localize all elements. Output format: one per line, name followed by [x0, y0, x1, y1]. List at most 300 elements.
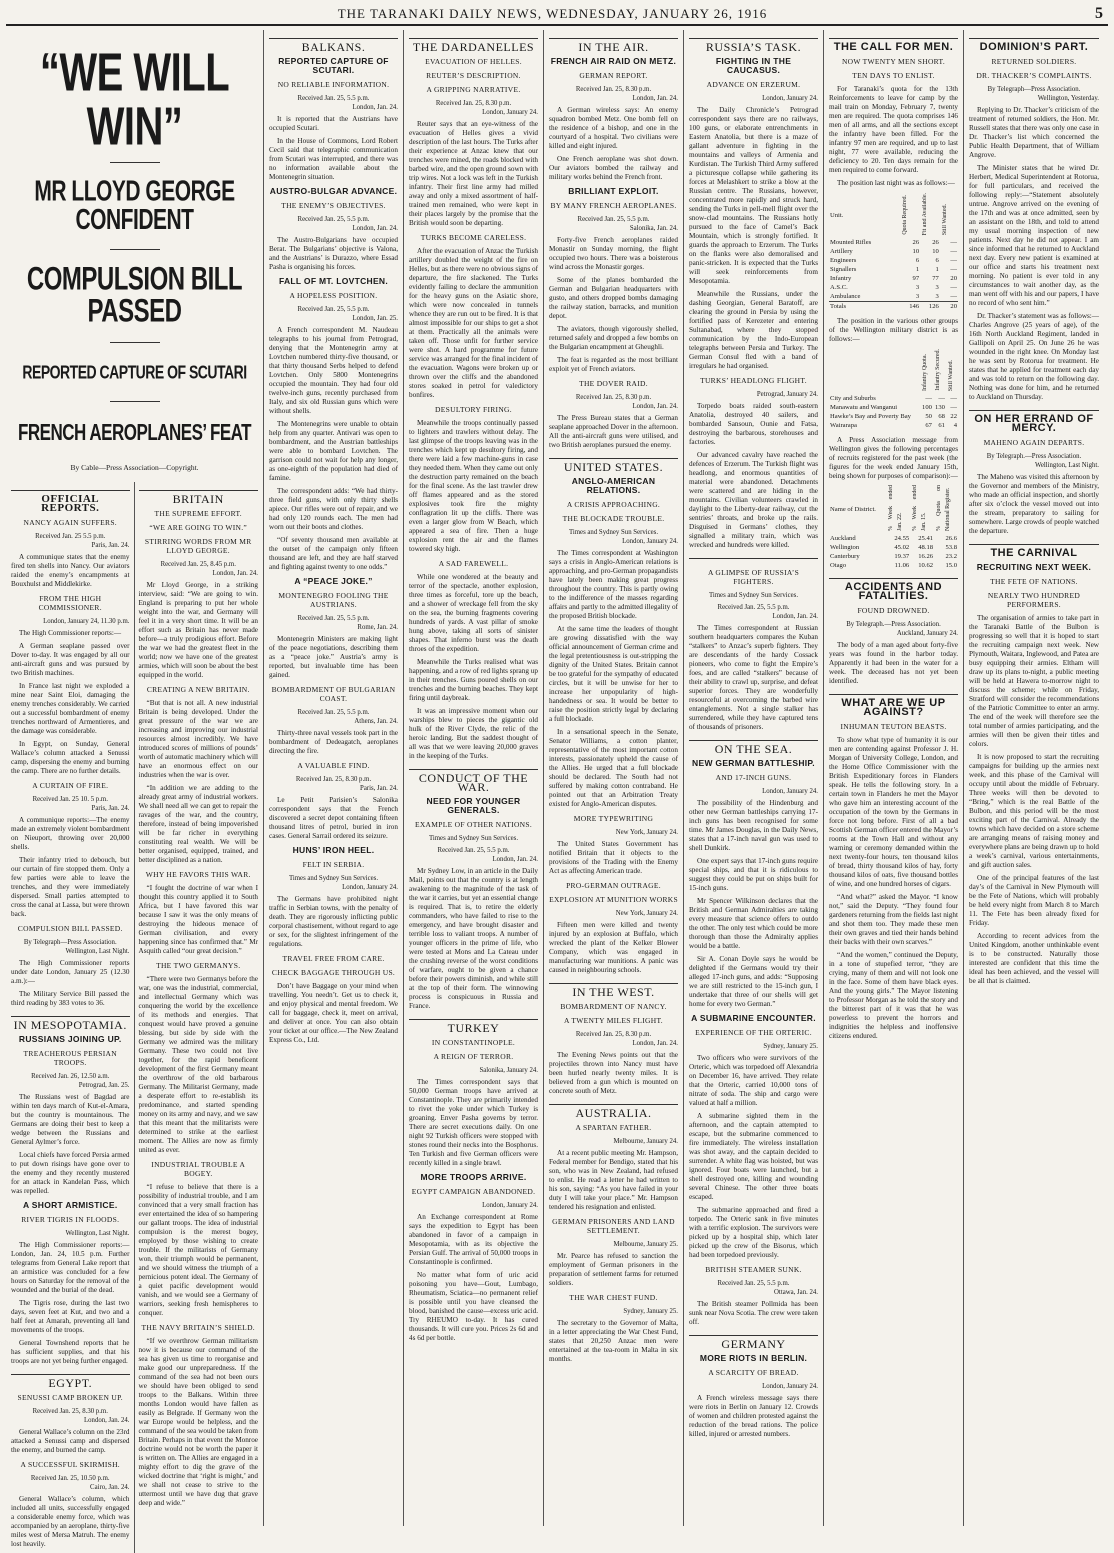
subheading: HUNS’ IRON HEEL. — [292, 845, 375, 855]
table-cell: — — [950, 239, 957, 246]
table-cell: 15.0 — [945, 562, 957, 569]
headline-compulsion-bill: COMPULSION BILL PASSED — [26, 260, 243, 330]
subheading: MONTENEGRO FOOLING THE AUSTRIANS. — [278, 591, 389, 609]
table-cell: Engineers — [830, 257, 857, 264]
table-row — [829, 265, 958, 274]
table-cell: 130 — [935, 404, 945, 411]
article-paragraph: Meanwhile the Turks realised what was happening, and a row of red lights sprang up in their trenches. Guns poured shells on our trenches and the burning beaches. They kept firing until daybreak. — [409, 658, 538, 702]
dateline: Received Jan. 25, 10.50 p.m. — [30, 1475, 110, 1482]
placeline: London, January 24. — [622, 538, 678, 545]
subheading: A SUCCESSFUL SKIRMISH. — [20, 1460, 120, 1469]
column-6 — [824, 30, 964, 1526]
placeline: London, Jan. 24. — [632, 95, 678, 102]
article-paragraph: Local chiefs have forced Persia armed to put down risings have gone over to the enemy and they recently mustered for an attack in Kandelan Pass, which was repelled. — [11, 1151, 130, 1195]
article-paragraph: A German seaplane passed over Dover to-day. It was engaged by all our anti-aircraft guns and was pursued by two British machines. — [11, 642, 130, 677]
subheading: A SPARTAN FATHER. — [575, 1123, 652, 1132]
column-1-right — [135, 482, 259, 1553]
article-paragraph: “I fought the doctrine of war when I thought this country applied it to South Africa, but I have favored this war because I saw it was the only means of destroying the hideous menace of German civilisation, and every happening since has confirmed that.” Mr Asquith called “our great decision.” — [138, 884, 258, 955]
table-cell: 26.6 — [945, 535, 957, 542]
subheading: EXAMPLE OF OTHER NATIONS. — [414, 820, 533, 829]
table-cell: — — [950, 404, 957, 411]
table-header-cell — [886, 485, 910, 534]
section-heading: DOMINION’S PART. — [969, 38, 1099, 52]
subheading: WHY HE FAVORS THIS WAR. — [145, 870, 251, 879]
article-paragraph: The Times correspondent says that 50,000 German troops have arrived at Constantinople. They are primarily intended to rivet the yoke under which Turkey is groaning. Enver Pasha governs by terror. There are secret executions daily. On one night 92 Turkish officers were stopped with stones round their necks into the Bosphorus. Ten Turkish and five German officers were recently killed in a single brawl. — [409, 1078, 538, 1167]
table-cell: A.S.C. — [830, 284, 848, 291]
article-paragraph: The submarine approached and fired a torpedo. The Orteric sank in five minutes with a terrific explosion. The survivors were picked up by a hospital ship, which later picked up the crew of the Bisorus, which had been torpedoed previously. — [689, 1206, 818, 1259]
article-paragraph: A German wireless says: An enemy squadron bombed Metz. One bomb fell on the residence of a bishop, and one in the courtyard of a hospital. Two civilians were killed and eight injured. — [549, 106, 678, 150]
article-paragraph: Their infantry tried to debouch, but our curtain of fire stopped them. Only a few parties were able to leave the trenches, and they were immediately dispersed. Small parties attempted to cross the canal at Lassa, but were thrown back. — [11, 856, 130, 918]
article-paragraph: The Times correspondent at Washington says a crisis in Anglo-American relations is approaching, and pro-German propagandists have lately been making great progress throughout the country. This is partly owing to the indifference of the masses regarding affairs and partly to the admitted illegality of the proposed British blockade. — [549, 549, 679, 620]
article-paragraph: Meanwhile the troops continually passed to lighters and trawlers without delay. The last glimpse of the troops leaving was in the trenches which kept up desultory firing, and there were laid a few machine-guns in case they needed them. When they came out only the destruction party remained on the beach for the final scene. As the last trawler drew off flames appeared and as the stored explosives took fire the mighty conflagration lit up the cliffs. There was even a larger glow from W Beach, which appeared a sea of fire. Then a huge explosion rent the air and the flames towered sky high. — [409, 419, 538, 553]
table-cell: 19.37 — [894, 553, 910, 560]
article-paragraph: The Austro-Bulgarians have occupied Berat. The Bulgarians’ objective is Valona, and the Austrians’ is Durazzo, where Essad Pasha is organising his forces. — [269, 236, 398, 271]
article-paragraph: According to recent advices from the United Kingdom, another unthinkable event is to be constructed. Naturally those interested are confident that this time the ideal has been achieved, and the vessel will be all that is claimed. — [969, 932, 1099, 985]
placeline: London, Jan. 24. — [84, 1417, 130, 1424]
subheading: FIGHTING IN THE CAUCASUS. — [715, 56, 792, 75]
subheading: BRITISH STEAMER SUNK. — [705, 1265, 802, 1274]
placeline: Petrograd, January 24. — [756, 391, 818, 398]
subheading: IN CONSTANTINOPLE. — [431, 1038, 516, 1047]
table-cell: — — [950, 266, 957, 273]
table-cell: Ambulance — [830, 293, 861, 300]
groups-table — [829, 348, 958, 430]
article-paragraph: “Of seventy thousand men available at the outset of the campaign only fifteen thousand are left, and they are half starved and fighting against twenty to one odds.” — [269, 536, 398, 571]
subheading: MORE TROOPS ARRIVE. — [420, 1172, 527, 1182]
subheading: NEW GERMAN BATTLESHIP. — [692, 758, 815, 768]
table-header-label: Fit and Available. — [922, 192, 929, 235]
placeline: London, Jan. 24. — [632, 403, 678, 410]
table-cell: — — [950, 293, 957, 300]
dateline: Received Jan. 25, 8.45 p.m. — [160, 561, 236, 568]
subheading: A TWENTY MILES FLIGHT. — [564, 1016, 663, 1025]
subheading: REPORTED CAPTURE OF SCUTARI. — [278, 56, 389, 75]
article-paragraph: The British steamer Pollmida has been sunk near Nova Scotia. The crew were taken off. — [689, 1300, 818, 1326]
byline: Times and Sydney Sun Services. — [428, 835, 519, 842]
table-header-cell — [920, 192, 940, 238]
table-row — [829, 421, 958, 430]
table-row — [829, 274, 958, 283]
article-paragraph: Dr. Thacker’s statement was as follows:—Charles Angrove (25 years of age), of the 16th North Auckland Regiment, landed in Gallipoli on April 25. On June 26 he was wounded in the right knee. On Monday last he was sent by Rotorua for treatment. He states that he applied for treatment each day and was told to return on the following day. Nothing was done for him, and he returned to Auckland on Thursday. — [969, 312, 1099, 401]
article-paragraph: The Times correspondent at Russian southern headquarters compares the Kuban “stalkers” to Anzac’s superb fighters. They are descendants of the hardy Cossack pioneers, who come to fight the Empire’s foes, and are called “stalkers” because of their ability to crawl up, surprise, and defeat superior forces. They are wonderfully resourceful at overcoming the barbed wire entanglements. Not a single stalker has surrendered, while they have captured tens of thousands of prisoners. — [689, 624, 818, 731]
byline: By Telegraph—Press Association. — [23, 939, 117, 946]
article-paragraph: The Russians west of Bagdad are within ten days march of Kut-el-Amara, but the country is mountainous. The Germans are doing their best to keep a wedge between the Russians and General Aylmer’s force. — [11, 1093, 130, 1146]
table-row — [829, 403, 958, 412]
table-cell: 26 — [912, 239, 920, 246]
subheading: EXPERIENCE OF THE ORTERIC. — [695, 1028, 812, 1037]
article-paragraph: A communique states that the enemy fired ten shells into Nancy. Our aviators raided the enemy’s encampments at Bouxhulst and Middlekirke. — [11, 553, 130, 588]
table-cell: 77 — [932, 275, 939, 282]
subheading: A SUBMARINE ENCOUNTER. — [691, 1013, 816, 1023]
subheading: AND 17-INCH GUNS. — [715, 773, 792, 782]
article-paragraph: The High Commissioner reports:— London, Jan. 24, 10.5 p.m. Further telegrams from General Lake report that an armistice was concluded for a few hours on Saturday for the removal of the wounded and the burial of the dead. — [11, 1241, 130, 1294]
table-header-label: Still Wanted. — [947, 359, 954, 391]
article-paragraph: The Daily Chronicle’s Petrograd correspondent says there are no railways, 100 guns, or elaborate entrenchments in Eastern Anatolia, but there is a maze of gallant adventure in fighting in the mountains and valleys of Armenia and Kurdistan. The Turkish Third Army suffered a picturesque collapse while gathering its forces at Melashkert to strike a blow at the Russian centre. The Russians, however, concentrated more rapidly and struck hard, sending the Turks in pell-mell flight over the snow-clad mountains. The Russians hotly pursued to the face of Camel’s Back Mountain, which is strongly fortified. It guards the approach to Erzerum. The Turks on the flanks were also demoralised and panic-stricken. It is expected that the Turks will seek reinforcements from Mesopotamia. — [689, 106, 818, 285]
placeline: London, Jan. 24. — [492, 856, 538, 863]
subheading: TURKS’ HEADLONG FLIGHT. — [700, 376, 807, 385]
subheading: AUSTRO-BULGAR ADVANCE. — [269, 186, 398, 196]
placeline: Sydney, January 25. — [623, 1308, 678, 1315]
table-header-label: Infantry Secured. — [934, 349, 941, 391]
table-header-cell — [920, 348, 933, 394]
article-paragraph: It is reported that the Austrians have occupied Scutari. — [269, 115, 398, 132]
article-paragraph: Mr. Pearce has refused to sanction the employment of German prisoners in the preparation of settlement farms for returned soldiers. — [549, 1252, 678, 1287]
subheading: MORE RIOTS IN BERLIN. — [699, 1353, 808, 1363]
subheading: A CURTAIN OF FIRE. — [32, 781, 109, 790]
article-paragraph: The High Commissioner reports under date London, January 25 (12.30 a.m.):— — [11, 959, 130, 985]
subheading: A GLIMPSE OF RUSSIA’S FIGHTERS. — [707, 568, 800, 586]
table-cell: 20 — [940, 302, 958, 312]
placeline: Rome, Jan. 24. — [357, 624, 398, 631]
subheading: ADVANCE ON ERZERUM. — [706, 80, 801, 89]
headline-lloyd-george: MR LLOYD GEORGE CONFIDENT — [34, 176, 235, 236]
article-paragraph: A communique reports:—The enemy made an extremely violent bombardment on Nieuport, throwing over 20,000 shells. — [11, 816, 130, 851]
table-header-label: % Week ended Jan. 15. — [912, 485, 928, 531]
article-paragraph: It is now proposed to start the recruiting campaigns for building up the armies next week, and this phase of the Carnival will occupy until about the middle of February. Three weeks will then be devoted to “Bring,” which is the real Battle of the Bulbon, and this period will be the most exciting part of the Carnival. Already the towns which have decided on a store scheme are arranging means of raising money and everywhere plans are being drawn up to hold a week’s carnival, various entertainments, and gift auction sales. — [969, 753, 1099, 869]
section-heading: ON HER ERRAND OF MERCY. — [969, 410, 1099, 433]
column-5 — [684, 30, 824, 1526]
subheading: GERMAN PRISONERS AND LAND SETTLEMENT. — [552, 1217, 675, 1235]
table-row — [829, 534, 958, 543]
subheading: BRILLIANT EXPLOIT. — [568, 186, 659, 196]
article-paragraph: At a recent public meeting Mr. Hampson, Federal member for Bendigo, stated that his son, who was in New Zealand, had refused to enlist. He read a letter he had written to his son, saying: “As you have failed in your duty I will take your place.” Mr. Hampson tendered his resignation and enlisted. — [549, 1149, 678, 1211]
article-paragraph: “And what?” asked the Mayor. “I know not,” said the Deputy. “They found four gardeners returning from the fields last night and shot them too. They made these men their own graves and tied their hands behind their backs with their own scarves.” — [829, 893, 958, 946]
section-heading: ON THE SEA. — [689, 740, 818, 754]
table-header-label: % Quota on National Register. — [936, 485, 952, 531]
article-paragraph: Sir A. Conan Doyle says he would be delighted if the Germans would try their alleged 17-inch guns, and adds: “Supposing we are still restricted to the 15-inch gun, I undertake that three of our shells will get home for every two German.” — [689, 955, 818, 1008]
table-cell: — — [938, 395, 945, 402]
dateline: Received Jan. 25, 5.5 p.m. — [297, 95, 370, 102]
subheading: ANGLO-AMERICAN RELATIONS. — [571, 476, 656, 495]
article-paragraph: Our advanced cavalry have reached the defences of Erzerum. The Turkish flight was headlong, and enormous quantities of material were abandoned. Detachments were scattered and are hiding in the mountains. Civilian volunteers crawled in daylight to the Liberty-dear railway, cut the sentries’ throats, and broke up the rails. Disguised in Germans’ clothes, they signalled a military train, which was wrecked and hundreds were killed. — [689, 451, 818, 549]
article-paragraph: The Maheno was visited this afternoon by the Governor and members of the Ministry, who made an official inspection, and shortly after six o’clock the vessel moved out into the stream, preparatory to sailing for somewhere. Large crowds of people watched the departure. — [969, 473, 1099, 535]
article-paragraph: Montenegrin Ministers are making light of the peace negotiations, describing them as a “peace joke.” Austria’s army is reported, but invaluable time has been gained. — [269, 635, 398, 679]
article-paragraph: In a sensational speech in the Senate, Senator Williams, a cotton planter, representative of the most important cotton interests, passionately upheld the cause of the Allies. He urged that a full blockade should be declared. The South had not suffered by making cotton contraband. He pointed out that an Arbitration Treaty existed for Anglo-American disputes. — [549, 728, 678, 808]
subheading: A HOPELESS POSITION. — [289, 291, 378, 300]
table-header-label: Quota Required. — [902, 195, 909, 235]
table-cell: 16.26 — [918, 553, 934, 560]
column-3 — [404, 30, 544, 1526]
placeline: London, January 24. — [482, 1202, 538, 1209]
article-paragraph: The possibility of the Hindenburg and other new German battleships carrying 17-inch guns has been recognised for some time. Mr James Douglas, in the Daily News, states that a 17-inch naval gun was used to shell Dunkirk. — [689, 799, 818, 852]
placeline: London, Jan. 24. — [352, 104, 398, 111]
section-heading: THE DARDANELLES — [409, 38, 538, 52]
placeline: Salonika, Jan. 24. — [629, 225, 678, 232]
article-paragraph: General Townshend reports that he has sufficient supplies, and that his troops are not yet being further engaged. — [11, 1339, 130, 1365]
table-header-cell — [829, 485, 886, 534]
divider — [110, 401, 160, 402]
subheading: FRENCH AIR RAID ON METZ. — [550, 56, 677, 66]
table-cell: Wairarapa — [830, 422, 857, 429]
subheading: TREACHEROUS PERSIAN TROOPS. — [23, 1049, 117, 1067]
table-cell: 10 — [932, 248, 939, 255]
table-cell: 3 — [935, 284, 939, 291]
section-heading: BRITAIN — [139, 490, 259, 504]
article-paragraph: The United States Government has notified Britain that it objects to the provisions of the Trading with the Enemy Act as affecting American trade. — [549, 840, 678, 875]
table-cell: 6 — [935, 257, 939, 264]
article-paragraph: Some of the planes bombarded the German and Bulgarian headquarters with gusto, and others dropped bombs damaging the railway station, barracks, and munition depot. — [549, 276, 678, 320]
placeline: London, January 24. — [762, 95, 818, 102]
subheading: GERMAN REPORT. — [579, 71, 648, 80]
section-heading: CONDUCT OF THE WAR. — [409, 769, 538, 792]
table-row — [829, 561, 958, 570]
table-cell: 6 — [915, 257, 920, 264]
table-cell: — — [925, 395, 932, 402]
article-paragraph: The Evening News points out that the projectiles thrown into Nancy must have been hurled nearly twenty miles. It is believed from a gun which is mounted on concrete south of Metz. — [549, 1051, 678, 1095]
placeline: Melbourne, January 25. — [613, 1241, 678, 1248]
article-paragraph: Meanwhile the Russians, under the dashing Georgian, General Baratoff, are clearing the ground in Persia by using the fortified pass of Kerezeter and entering Sultanabad, where they stopped communication by the Indo-European telegraphs between Persia and Turkey. The German Consul fled with a band of irregulars he had organised. — [689, 290, 818, 370]
placeline: London, January 24. — [762, 788, 818, 795]
article-paragraph: Thirty-three naval vessels took part in the bombardment of Dedeagatch, aeroplanes directing the fire. — [269, 729, 398, 755]
article-paragraph: The organisation of armies to take part in the Taranaki Battle of the Bulbon is progressing so well that it is hoped to start the recruiting campaign next week. New Plymouth, Waitara, Inglewood, and Patea are busy equipping their armies. Eltham will draw up its plans to-night, a public meeting will be held at Hawera to-morrow night to discuss the scheme; while on Friday, Stratford will consider the recommendations of the Patriotic Committee to enter an army. The end of the week will therefore see the total number of armies participating, and the armies will then be given their titles and colors. — [969, 614, 1099, 748]
subheading: SENUSSI CAMP BROKEN UP. — [17, 1393, 123, 1402]
article-paragraph: The secretary to the Governor of Malta, in a letter appreciating the War Chest Fund, states that 20,250 Anzac men were entertained at the tea-room in Malta in six months. — [549, 1319, 678, 1363]
section-heading: IN THE AIR. — [549, 38, 678, 52]
byline: By Telegraph—Press Association. — [987, 86, 1081, 93]
column-4 — [544, 30, 684, 1526]
placeline: Paris, Jan. 24. — [91, 542, 130, 549]
table-cell: 23.2 — [945, 553, 957, 560]
advert-text: Don’t have Baggage on your mind when travelling. You needn’t. Get us to check it, and enjoy physical and mental freedom. We call for baggage, check it, meet on arrival, and deliver at once. You can also obtain your ticket at our office.—The New Zealand Express Co., Ltd. — [269, 982, 398, 1044]
subheading: RIVER TIGRIS IN FLOODS. — [21, 1215, 120, 1224]
article-paragraph: General Wallace’s column on the 23rd attacked a Senussi camp and dispersed the enemy, and burned the camp. — [11, 1428, 130, 1454]
subheading: THE BLOCKADE TROUBLE. — [562, 514, 665, 523]
article-paragraph: The Press Bureau states that a German seaplane approached Dover in the afternoon. All the anti-aircraft guns were utilised, and two British aeroplanes pursued the enemy. — [549, 414, 678, 449]
section-heading: ACCIDENTS AND FATALITIES. — [829, 578, 958, 601]
article-paragraph: In France last night we exploded a mine near Saint Eloi, damaging the enemy trenches considerably. We carried out a successful bombardment of enemy trenches northward of Armentieres, and the damage was considerable. — [11, 682, 130, 735]
article-paragraph: The Tigris rose, during the last two days, seven feet at Kut, and two and a half feet at Amarah, preventing all land movements of the troops. — [11, 1299, 130, 1334]
placeline: Salonika, January 24. — [479, 1067, 538, 1074]
section-heading: OFFICIAL REPORTS. — [11, 490, 130, 513]
article-paragraph: The High Commissioner reports:— — [19, 629, 122, 637]
section-heading: RUSSIA’S TASK. — [689, 38, 818, 52]
subheading: DESULTORY FIRING. — [435, 405, 512, 414]
table-row — [829, 394, 958, 403]
byline: By Telegraph.—Press Association. — [986, 453, 1082, 460]
table-row — [829, 256, 958, 265]
placeline: London, January 24. — [342, 884, 398, 891]
article-paragraph: Mr Spencer Wilkinson declares that the British and German Admiralties are taking every measure that science offers to outdo the other. The only test which could be more thorough than those the Admiralty applies would be a battle. — [689, 897, 818, 950]
table-cell: 48.18 — [918, 544, 934, 551]
subheading: NEED FOR YOUNGER GENERALS. — [426, 796, 521, 815]
article-paragraph: “And the women,” continued the Deputy, in a tone of stupefied terror, “they are crying, many of them and will not look one in the face. Some of them have black eyes. And the young girls.” The Mayor listening to Professor Morgan as he told the story and the bitterest part of it was that he was powerless to prevent the horrors and indignities the helpless and inoffensive citizens endured. — [829, 951, 958, 1040]
table-row — [829, 238, 958, 247]
dateline: Received Jan. 25, 5.5 p.m. — [297, 615, 370, 622]
subheading: FOUND DROWNED. — [857, 606, 930, 615]
placeline: London, January 24. — [762, 1383, 818, 1390]
article-paragraph: Mr Lloyd George, in a striking interview, said: “We are going to win. England is preparing to put her whole weight into the war, and Germany will feel it in a very short time. It will be an effort such as Britain has never made before—a truly prodigious effort. Before the war we had the greatest fleet in the world; now we have one of the greatest armies, which will soon be about the best equipped in the world. — [138, 581, 258, 679]
table-cell: 22 — [950, 413, 957, 420]
placeline: Wellington, Yesterday. — [1037, 95, 1099, 102]
table-cell: City and Suburbs — [830, 395, 876, 402]
subheading: TURKS BECOME CARELESS. — [420, 233, 527, 242]
table-cell: — — [950, 257, 957, 264]
table-header-cell — [946, 348, 958, 394]
article-paragraph: After the evacuation of Anzac the Turkish artillery doubled the weight of the fire on Helles, but as there were no obvious signs of departure, the fire slackened. The Turks evidently failing to declare the ammunition for the heavy guns on the Asiatic shore, which were now concealed in tunnels whence they are run out to be fired. It is that almost impossible for our ships to get a shot at them. Practically all the animals were taken off. Those unfit for further service were shot. A hard programme for future service was arranged for the final incident of the evacuation. Wagons were broken up or thrown over the cliffs and the abandoned stores soaked in petrol for valedictory bonfires. — [409, 247, 538, 399]
table-cell: Signallers — [830, 266, 857, 273]
subheading: EVACUATION OF HELLES. — [425, 57, 522, 66]
table-header-row — [829, 348, 958, 394]
placeline: Ottawa, Jan. 24. — [774, 1289, 818, 1296]
headline-we-will-win: “WE WILL WIN” — [39, 43, 230, 157]
divider — [110, 249, 160, 250]
quota-table — [829, 192, 958, 311]
subheading: THE SUPREME EFFORT. — [154, 509, 242, 518]
table-row — [829, 412, 958, 421]
advert-heading: TRAVEL FREE FROM CARE. — [282, 954, 385, 963]
columns — [6, 30, 1108, 1548]
table-cell: Mounted Rifles — [830, 239, 872, 246]
dateline: Received Jan. 25, 8.30 p.m. — [575, 86, 652, 93]
article-paragraph: Reuter says that an eye-witness of the evacuation of Helles gives a vivid description of the last hours. The Turks after their experience at Anzac knew that our trenches were mined, the roads blocked with barbed wire, and the open ground sown with trip wires. Not a lock was left in the Turkish infantry. Their first line army had milled away and only a mixed assortment of half-trained men remained, who were kept in their places largely by the promise that the British would soon be departing. — [409, 120, 538, 227]
subheading: REUTER’S DESCRIPTION. — [426, 71, 521, 80]
table-cell: 97 — [912, 275, 920, 282]
column-1-left — [11, 482, 135, 1553]
section-heading: TURKEY — [409, 1019, 538, 1033]
table-cell: 10 — [912, 248, 920, 255]
advert-text: No matter what form of uric acid poisoning you have—Gout, Lumbago, Rheumatism, Sciatica—no permanent relief is possible until you have cleansed the blood, banished the cause—excess uric acid. Try RHEUMO to-day. It has cured thousands. It will cure you. Prices 2s 6d and 4s 6d per bottle. — [409, 1271, 538, 1342]
article-paragraph: “In addition we are adding to the already great army of industrial workers. We shall need all we can get to repair the ravages of the war, and the country, therefore, instead of being impoverished will be far richer in everything constituting real wealth. We will be better organised, equipped, trained, and better disciplined as a nation. — [138, 784, 258, 864]
table-cell: Artillery — [830, 248, 853, 255]
article-paragraph: The Germans have prohibited night traffic in Serbian towns, with the penalty of death. They are rigorously inflicting public corporal chastisement, without regard to age or sex, for the slightest infringement of the regulations. — [269, 895, 398, 948]
subheading: RUSSIANS JOINING UP. — [18, 1034, 122, 1044]
placeline: Wellington, Last Night. — [1034, 462, 1099, 469]
table-cell: 53.8 — [945, 544, 957, 551]
subheading: NO RELIABLE INFORMATION. — [277, 80, 390, 89]
article-paragraph: In Egypt, on Sunday, General Wallace’s column attacked a Senussi camp, dispersing the enemy and burning the camp. There are no further details. — [11, 740, 130, 775]
divider — [110, 162, 160, 163]
section-heading: IN MESOPOTAMIA. — [11, 1016, 130, 1030]
subheading: A VALUABLE FIND. — [297, 761, 370, 770]
article-paragraph: The Montenegrins were unable to obtain help from any quarter. Antivari was open to bombardment, and the Austrian battleships were able to bombard Lovtchen. The garrison could not wait for help any longer, as one-eighth of the population had died of famine. — [269, 420, 398, 482]
subheading: FALL OF MT. LOVTCHEN. — [278, 276, 389, 286]
table-header-label: Infantry Quota. — [921, 354, 928, 391]
table-cell: 50 — [925, 413, 932, 420]
section-heading: IN THE WEST. — [549, 983, 678, 997]
table-header-label: % Week ended Jan. 22. — [888, 485, 904, 531]
placeline: London, January 24. — [482, 109, 538, 116]
article-paragraph: “There were two Germanys before the war, one was the industrial, commercial, and intellectual Germany which was conquering the world by the excellence of its methods and energies. That conquest would have proved a genuine blessing, but side by side with the Germany we admired was the military Germany. These two could not live together, for the rapid beneficent development of the first Germany meant the overthrow of the old barbarous Germany. The Militarist Germany, made a desperate effort to re-establish its predominance, and started spending money on its army and navy, and we saw that this meant that the militarists were determined to strike at the earliest moment. The Allies are now as firmly united as ever. — [138, 975, 258, 1154]
article-paragraph: The body of a man aged about forty-five years was found in the harbor today. Apparently it had been in the water for a week. The deceased has not yet been identified. — [829, 641, 958, 685]
article-paragraph: A French wireless message says there were riots in Berlin on January 12. Crowds of women and children protested against the reduction of the bread rations. The police killed, injured or arrested numbers. — [689, 1394, 818, 1438]
byline: By Telegraph.—Press Association. — [846, 621, 941, 628]
placeline: Petrograd, Jan. 25. — [78, 1082, 130, 1089]
article-paragraph: It was an impressive moment when our warships blew to pieces the gigantic old hulk of the River Clyde, the relic of the heroic landing. But the saddest thought of all was that we were leaving 20,000 graves in the keeping of the Turks. — [409, 707, 538, 760]
subheading: CREATING A NEW BRITAIN. — [146, 685, 250, 694]
article-paragraph: The aviators, though vigorously shelled, returned safely and dropped a few bombs on the Bulgarian encampment at Gheughli. — [549, 325, 678, 351]
subheading: BOMBARDMENT OF NANCY. — [560, 1002, 667, 1011]
advert-subheading: CHECK BAGGAGE THROUGH US. — [271, 968, 396, 977]
article-paragraph: The position last night was as follows:— — [837, 179, 955, 187]
section-heading: EGYPT. — [11, 1374, 130, 1388]
table-cell: 10.62 — [918, 562, 934, 569]
article-paragraph: “I refuse to believe that there is a possibility of industrial trouble, and I am convinced that a very small fraction has ever entertained the idea of so hampering our gallant troops. The idea of industrial compulsion is the merest bogey, employed by those wishing to create trouble. If the militarists of Germany won, their triumph would be permanent, and we should witness the triumph of a pernicious potent ideal. The Germany of a quiet pacific development would vanish, and we would see a Germany of warriors, seeking fresh hemispheres to conquer. — [138, 1183, 258, 1317]
table-header-cell — [829, 348, 920, 394]
article-paragraph: One expert says that 17-inch guns require special ships, and that it is ridiculous to suggest they could be put on ships built for 15-inch guns. — [689, 857, 818, 892]
subheading: THE WAR CHEST FUND. — [569, 1293, 658, 1302]
table-cell: Infantry — [830, 275, 852, 282]
table-header-cell — [900, 192, 920, 238]
dateline: Received Jan. 25, 8.30 p.m. — [575, 1031, 652, 1038]
placeline: Paris, Jan. 24. — [91, 805, 130, 812]
section-heading: THE CARNIVAL — [969, 544, 1099, 558]
subheading: “WE ARE GOING TO WIN.” — [149, 523, 248, 532]
dateline: Received Jan. 25, 5.5 p.m. — [297, 306, 370, 313]
subheading: RECRUITING NEXT WEEK. — [976, 562, 1092, 572]
subheading: FELT IN SERBIA. — [302, 860, 365, 869]
article-paragraph: Le Petit Parisien’s Salonika correspondent says that the French discovered a secret depot containing fifteen thousand litres of petrol, buried in iron cases. General Sarrail ordered its seizure. — [269, 796, 398, 840]
byline: Times and Sydney Sun Services. — [708, 592, 799, 599]
table-cell: — — [950, 284, 957, 291]
article-paragraph: “If we overthrow German militarism now it is because our command of the sea has given us time to reorganise and make good our unpreparedness. If the command of the sea had not been ours we should have been obliged to send troops to the Balkans. Within three months London would have fallen as easily as Belgrade. If Germany won the war Europe would be helpless, and the command of the sea would be taken from Britain. Perhaps in that event the Monroe doctrine would not be worth the paper it is written on. The Allies are engaged in a mighty effort to dig the grave of the wicked doctrine that ‘right is might,’ and we shall not cease to strive to the uttermost until we have dug that grave deep and wide.” — [138, 1337, 258, 1507]
subheading: A SCARCITY OF BREAD. — [708, 1368, 799, 1377]
table-cell: Manawatu and Wanganui — [830, 404, 898, 411]
table-cell: 3 — [935, 293, 939, 300]
placeline: New York, January 24. — [615, 910, 678, 917]
subheading: THE NAVY BRITAIN’S SHIELD. — [141, 1323, 255, 1332]
column-7 — [964, 30, 1104, 1526]
article-paragraph: While one wondered at the beauty and terror of the spectacle, another explosion, three times as forceful, tore up the beach, and a shower of wreckage fell from the sky on the sea, the burning fragments covering hundreds of yards. A vast pillar of smoke hung above, taking all sorts of sinister shapes. That inferno burst was the death throes of the expedition. — [409, 573, 538, 653]
dateline: Received Jan. 25, 8.30 p.m. — [575, 394, 652, 401]
placeline: London, Jan. 24. — [772, 613, 818, 620]
table-row — [829, 292, 958, 302]
dateline: Received Jan. 25, 5.5 p.m. — [577, 216, 650, 223]
article-paragraph: Forty-five French aeroplanes raided Monastir on Sunday morning, the flight occupied two hours. There was a boisterous wind across the Monastir gorges. — [549, 236, 678, 271]
subheading: COMPULSION BILL PASSED. — [17, 924, 123, 933]
table-cell: 1 — [915, 266, 920, 273]
table-cell: 67 — [925, 422, 932, 429]
table-cell: 4 — [953, 422, 957, 429]
table-header-cell — [933, 348, 946, 394]
masthead-title: THE TARANAKI DAILY NEWS, WEDNESDAY, JANUARY 26, 1916 — [337, 6, 768, 21]
table-header-cell — [829, 192, 900, 238]
dateline: Received Jan. 25 5.5 p.m. — [35, 533, 106, 540]
table-cell: Auckland — [830, 535, 856, 542]
dateline: Received Jan. 25, 5.5 p.m. — [717, 604, 790, 611]
placeline: Paris, Jan. 24. — [360, 785, 398, 792]
column-2 — [264, 30, 404, 1526]
subheading: A GRIPPING NARRATIVE. — [426, 85, 521, 94]
placeline: London, Jan. 24. — [632, 1040, 678, 1047]
placeline: Wellington, Last Night. — [65, 948, 130, 955]
section-heading: GERMANY — [689, 1335, 818, 1349]
subheading: A SHORT ARMISTICE. — [23, 1200, 118, 1210]
section-heading: BALKANS. — [269, 38, 398, 52]
subheading: A SAD FAREWELL. — [438, 559, 509, 568]
table-cell: — — [950, 248, 957, 255]
subheading: EXPLOSION AT MUNITION WORKS — [549, 895, 678, 904]
article-paragraph: Mr Sydney Low, in an article in the Daily Mail, points out that the country is at length awakening to the magnitude of the task of the war it carries, but yet an essential change is required. That is, to retire the elderly commanders, who have failed to rise to the emergency, and have brought disaster and terrible loss to valiant troops. A number of younger officers in the prime of life, who were tested at Mons and La Cateau under the crushing reverse of the worst conditions of warfare, ought to be given a chance before their powers diminish, and while still at the top of their form. The winnowing process is conspicuous in Russia and France. — [409, 867, 538, 1010]
section-heading: THE CALL FOR MEN. — [829, 38, 958, 52]
table-cell: Totals — [829, 302, 900, 312]
table-cell: 20 — [950, 275, 957, 282]
dateline: Received Jan. 25, 8.30 p.m. — [295, 776, 372, 783]
section-heading: WHAT ARE WE UP AGAINST? — [829, 694, 958, 717]
subheading: EGYPT CAMPAIGN ABANDONED. — [411, 1187, 536, 1196]
byline: Times and Sydney Sun Services. — [568, 529, 659, 536]
table-cell: 1 — [935, 266, 939, 273]
masthead — [6, 4, 1108, 26]
section-heading: AUSTRALIA. — [549, 1104, 678, 1118]
table-header-row — [829, 485, 958, 534]
article-paragraph: The Military Service Bill passed the third reading by 383 votes to 36. — [11, 990, 130, 1007]
table-header-row — [829, 192, 958, 238]
table-cell: 26 — [932, 239, 939, 246]
subheading: THE ENEMY’S OBJECTIVES. — [281, 201, 386, 210]
article-paragraph: Fifteen men were killed and twenty injured by an explosion at Buffalo, which wrecked the plant of the Kelker Blower Company, which was engaged in manufacturing war munitions. A panic was caused in neighbouring schools. — [549, 921, 678, 974]
placeline: Wellington, Last Night. — [65, 1230, 130, 1237]
table-row — [829, 247, 958, 256]
